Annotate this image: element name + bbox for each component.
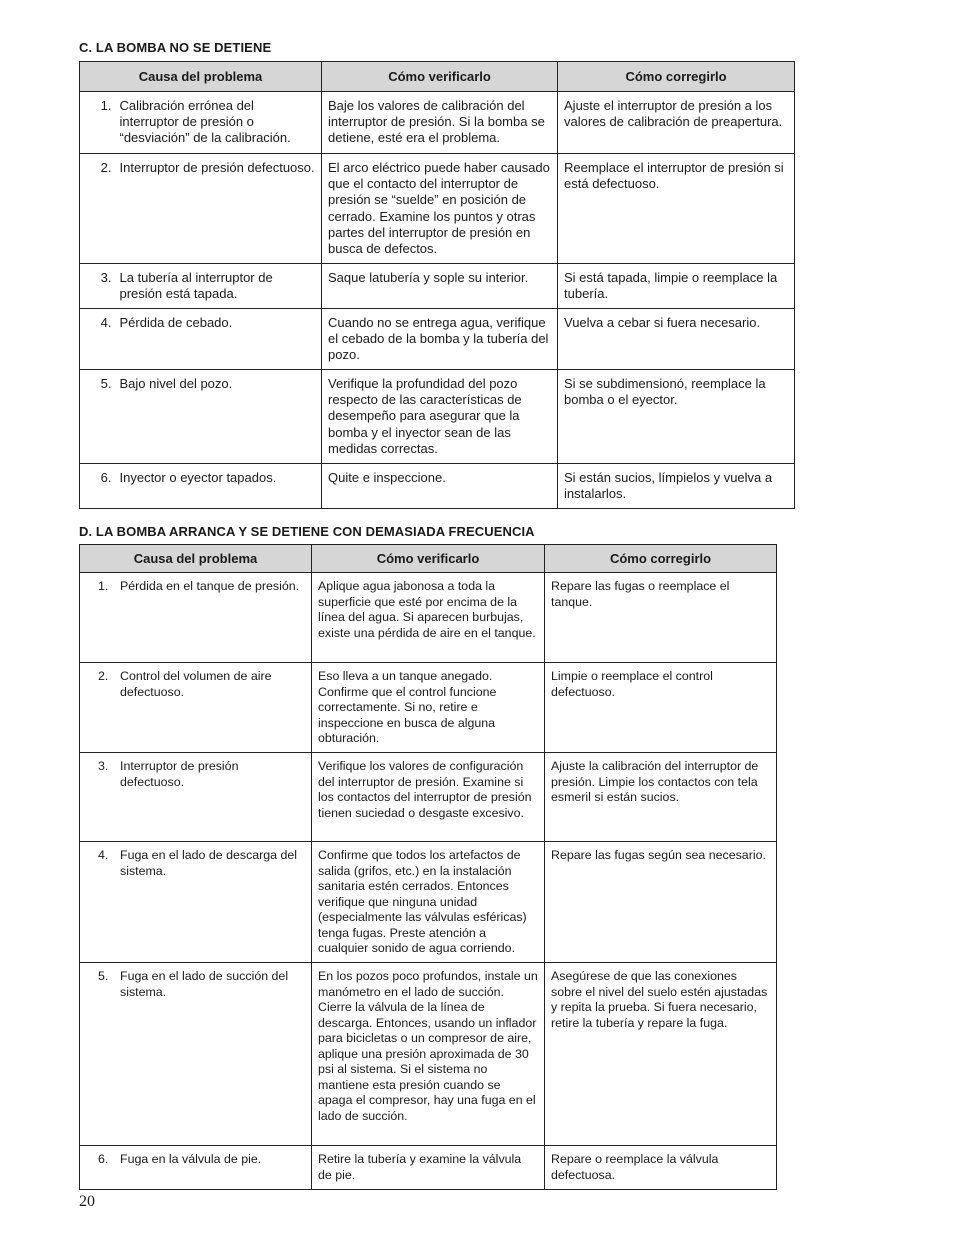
row-number: 4. bbox=[98, 848, 109, 862]
row-number: 1. bbox=[98, 579, 109, 593]
row-cause bbox=[80, 663, 312, 753]
table-row bbox=[80, 963, 777, 1146]
page-number: 20 bbox=[79, 1193, 95, 1210]
row-number: 3. bbox=[98, 759, 109, 773]
row-cause: Pérdida de cebado. bbox=[117, 309, 322, 370]
row-check: Verifique la profundidad del pozo respecto de las características de desempeño para asegurar que la bomba y el inyector sean de las medidas correctas. bbox=[322, 370, 558, 464]
table-row bbox=[80, 663, 777, 753]
row-check: En los pozos poco profundos, instale un manómetro en el lado de succión. Cierre la válvula de la línea de descarga. Entonces, usando un inflador para bicicletas o un compresor de aire, aplique una presión aproximada de 30 psi al sistema. Si el sistema no mantiene esta presión cuando se apaga el compresor, hay una fuga en el lado de succión. bbox=[312, 963, 545, 1146]
row-cause: La tubería al interruptor de presión está tapada. bbox=[117, 264, 322, 309]
row-fix: Si están sucios, límpielos y vuelva a instalarlos. bbox=[558, 464, 795, 509]
row-number: 1. bbox=[80, 92, 117, 154]
row-cause: Calibración errónea del interruptor de presión o “desviación” de la calibración. bbox=[117, 92, 322, 154]
header-check: Cómo verificarlo bbox=[312, 545, 545, 573]
row-cause-text: Interruptor de presión defectuoso. bbox=[120, 759, 239, 789]
row-number: 2. bbox=[98, 669, 109, 683]
row-cause bbox=[80, 753, 312, 842]
row-check: Aplique agua jabonosa a toda la superficie que esté por encima de la línea del agua. Si aparecen burbujas, existe una pérdida de aire en el tanque. bbox=[312, 573, 545, 663]
row-cause: Interruptor de presión defectuoso. bbox=[117, 154, 322, 264]
table-row bbox=[80, 573, 777, 663]
row-fix: Ajuste el interruptor de presión a los valores de calibración de preapertura. bbox=[558, 92, 795, 154]
row-check: El arco eléctrico puede haber causado que el contacto del interruptor de presión se “suelde” en posición de cerrado. Examine los puntos y otras partes del interruptor de presión en busca de defectos. bbox=[322, 154, 558, 264]
row-cause bbox=[80, 573, 312, 663]
row-cause-text: Fuga en la válvula de pie. bbox=[120, 1152, 262, 1166]
table-row bbox=[80, 464, 795, 509]
row-check: Saque latubería y sople su interior. bbox=[322, 264, 558, 309]
row-fix: Limpie o reemplace el control defectuoso. bbox=[545, 663, 777, 753]
row-number: 5. bbox=[98, 969, 109, 983]
row-number: 6. bbox=[80, 464, 117, 509]
row-check: Quite e inspeccione. bbox=[322, 464, 558, 509]
row-check: Retire la tubería y examine la válvula de pie. bbox=[312, 1146, 545, 1190]
table-row bbox=[80, 154, 795, 264]
table-row bbox=[80, 370, 795, 464]
row-fix: Repare las fugas o reemplace el tanque. bbox=[545, 573, 777, 663]
table-header-row bbox=[80, 62, 795, 92]
row-fix: Repare las fugas según sea necesario. bbox=[545, 842, 777, 963]
row-check: Cuando no se entrega agua, verifique el cebado de la bomba y la tubería del pozo. bbox=[322, 309, 558, 370]
header-check: Cómo verificarlo bbox=[322, 62, 558, 92]
row-cause bbox=[80, 1146, 312, 1190]
row-number: 3. bbox=[80, 264, 117, 309]
row-cause-text: Control del volumen de aire defectuoso. bbox=[120, 669, 272, 699]
row-fix: Ajuste la calibración del interruptor de presión. Limpie los contactos con tela esmeril si están sucios. bbox=[545, 753, 777, 842]
table-row bbox=[80, 1146, 777, 1190]
table-row bbox=[80, 309, 795, 370]
header-fix: Cómo corregirlo bbox=[558, 62, 795, 92]
row-fix: Reemplace el interruptor de presión si está defectuoso. bbox=[558, 154, 795, 264]
row-check: Eso lleva a un tanque anegado. Confirme que el control funcione correctamente. Si no, retire e inspeccione en busca de alguna obturación. bbox=[312, 663, 545, 753]
row-check: Baje los valores de calibración del interruptor de presión. Si la bomba se detiene, esté era el problema. bbox=[322, 92, 558, 154]
header-cause: Causa del problema bbox=[80, 545, 312, 573]
section-d-title: D. LA BOMBA ARRANCA Y SE DETIENE CON DEMASIADA FRECUENCIA bbox=[79, 524, 535, 539]
table-row bbox=[80, 92, 795, 154]
section-d-table bbox=[79, 544, 777, 1190]
table-row bbox=[80, 842, 777, 963]
table-row bbox=[80, 753, 777, 842]
row-fix: Vuelva a cebar si fuera necesario. bbox=[558, 309, 795, 370]
row-cause-text: Fuga en el lado de descarga del sistema. bbox=[120, 848, 298, 878]
row-cause-text: Pérdida en el tanque de presión. bbox=[120, 579, 300, 593]
header-cause: Causa del problema bbox=[80, 62, 322, 92]
table-header-row bbox=[80, 545, 777, 573]
row-check: Verifique los valores de configuración del interruptor de presión. Examine si los contactos del interruptor de presión tienen suciedad o desgaste excesivo. bbox=[312, 753, 545, 842]
row-fix: Si se subdimensionó, reemplace la bomba o el eyector. bbox=[558, 370, 795, 464]
row-number: 4. bbox=[80, 309, 117, 370]
header-fix: Cómo corregirlo bbox=[545, 545, 777, 573]
section-c-table bbox=[79, 61, 795, 509]
row-cause-text: Fuga en el lado de succión del sistema. bbox=[120, 969, 289, 999]
row-cause: Bajo nivel del pozo. bbox=[117, 370, 322, 464]
row-number: 2. bbox=[80, 154, 117, 264]
row-check: Confirme que todos los artefactos de salida (grifos, etc.) en la instalación sanitaria estén cerrados. Entonces verifique que ninguna unidad (especialmente las válvulas esféricas) tenga fugas. Preste atención a cualquier sonido de agua corriendo. bbox=[312, 842, 545, 963]
row-fix: Si está tapada, limpie o reemplace la tubería. bbox=[558, 264, 795, 309]
row-fix: Repare o reemplace la válvula defectuosa. bbox=[545, 1146, 777, 1190]
row-cause: Inyector o eyector tapados. bbox=[117, 464, 322, 509]
row-fix: Asegúrese de que las conexiones sobre el nivel del suelo estén ajustadas y repita la prueba. Si fuera necesario, retire la tubería y repare la fuga. bbox=[545, 963, 777, 1146]
row-number: 6. bbox=[98, 1152, 109, 1166]
row-cause bbox=[80, 842, 312, 963]
section-c-title: C. LA BOMBA NO SE DETIENE bbox=[79, 40, 272, 55]
table-row bbox=[80, 264, 795, 309]
row-cause bbox=[80, 963, 312, 1146]
row-number: 5. bbox=[80, 370, 117, 464]
